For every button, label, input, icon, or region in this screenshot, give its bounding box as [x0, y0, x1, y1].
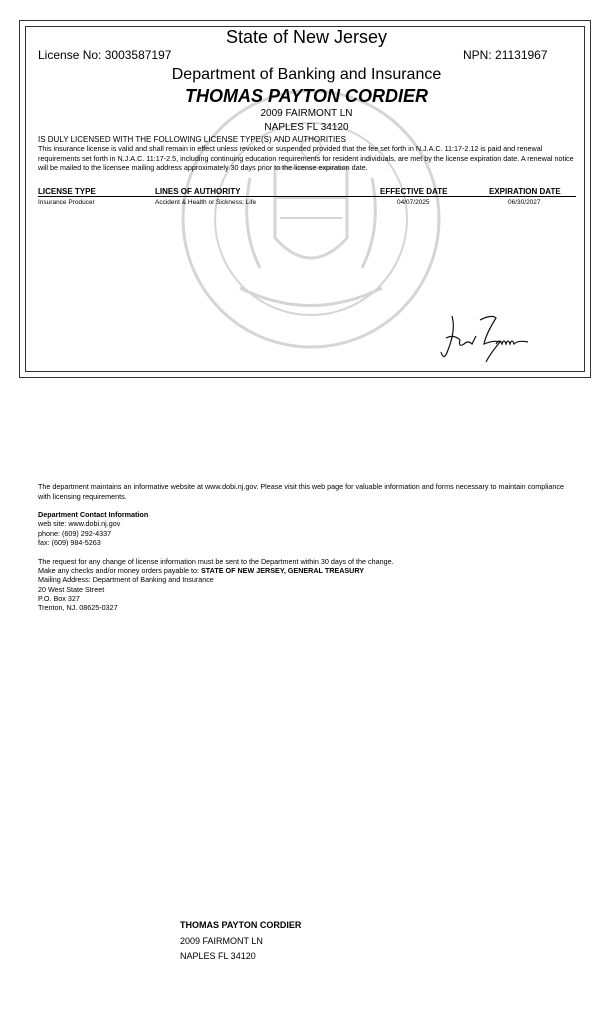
contact-fax: fax: (609) 984-5263	[38, 538, 101, 547]
state-title: State of New Jersey	[225, 27, 388, 47]
contact-phone: phone: (609) 292-4337	[38, 529, 112, 538]
mailing-block-line1: 2009 FAIRMONT LN	[180, 936, 263, 946]
cell-license-type: Insurance Producer	[38, 199, 95, 206]
npn-label: NPN:	[463, 48, 492, 62]
contact-website: web site: www.dobi.nj.gov	[38, 519, 121, 528]
license-number	[38, 48, 171, 62]
table-header-rule	[38, 196, 576, 197]
mailing-address: Mailing Address: Department of Banking and Insurance	[38, 575, 214, 584]
mailing-block-line2: NAPLES FL 34120	[180, 951, 256, 961]
mailing-city: Trenton, NJ. 08625-0327	[38, 603, 118, 612]
license-number-value: 3003587197	[104, 48, 172, 62]
col-header-lines-of-authority: LINES OF AUTHORITY	[155, 187, 241, 196]
npn-value: 21131967	[495, 48, 548, 62]
col-header-expiration-date: EXPIRATION DATE	[489, 187, 561, 196]
cell-lines-of-authority: Accident & Health or Sickness; Life	[155, 199, 257, 206]
department-name: Department of Banking and Insurance	[171, 66, 442, 83]
signature-icon	[438, 310, 534, 366]
duly-licensed-heading: IS DULY LICENSED WITH THE FOLLOWING LICENSE TYPE(S) AND AUTHORITIES	[38, 135, 346, 144]
licensee-address-line1: 2009 FAIRMONT LN	[260, 108, 353, 119]
col-header-license-type: LICENSE TYPE	[38, 187, 96, 196]
col-header-effective-date: EFFECTIVE DATE	[380, 187, 448, 196]
contact-heading: Department Contact Information	[38, 510, 149, 519]
cell-effective-date: 04/07/2025	[397, 199, 430, 206]
website-note: The department maintains an informative website at www.dobi.nj.gov. Please visit this web page for valuable information and forms necessary to maintain compliance with licensing requirements.	[38, 482, 565, 501]
mailing-street: 20 West State Street	[38, 585, 105, 594]
payable-note	[38, 566, 364, 575]
payable-prefix: Make any checks and/or money orders payable to:	[38, 566, 202, 575]
npn-number	[463, 48, 548, 62]
license-number-label: License No:	[38, 48, 102, 62]
validity-text: This insurance license is valid and shall remain in effect unless revoked or suspended provided that the fee set forth in N.J.A.C. 11:17-2.12 is paid and renewal requirements set forth in N.J.A.C. 11:17-2.5, including continuing education requirements for resident individuals, are met by the license expiration date. A renewal notice will be mailed to the licensee mailing address approximately 30 days prior to the license expiration date.	[38, 144, 574, 172]
payable-to: STATE OF NEW JERSEY, GENERAL TREASURY	[201, 566, 365, 575]
licensee-address-line2: NAPLES FL 34120	[264, 122, 349, 133]
mailing-block-name: THOMAS PAYTON CORDIER	[180, 920, 302, 930]
cell-expiration-date: 06/30/2027	[508, 199, 541, 206]
mailing-po-box: P.O. Box 327	[38, 594, 80, 603]
licensee-name: THOMAS PAYTON CORDIER	[184, 86, 428, 106]
change-request-note: The request for any change of license information must be sent to the Department within 30 days of the change.	[38, 557, 394, 566]
